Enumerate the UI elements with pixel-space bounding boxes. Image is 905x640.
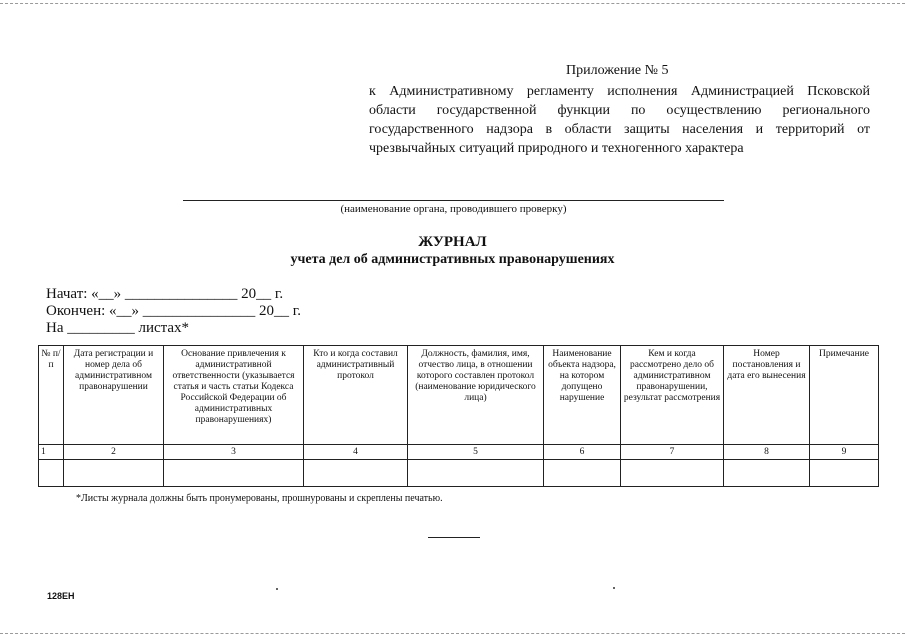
column-number: 2	[64, 445, 164, 460]
column-header: Номер постановления и дата его вынесения	[724, 346, 810, 445]
journal-title: ЖУРНАЛ	[418, 234, 487, 250]
column-header: Кто и когда составил административный протокол	[304, 346, 408, 445]
column-number: 3	[164, 445, 304, 460]
table-cell	[810, 460, 879, 487]
scan-dot	[613, 587, 615, 589]
column-number: 1	[39, 445, 64, 460]
column-header: Должность, фамилия, имя, отчество лица, в отношении которого составлен протокол (наименование юридического лица)	[408, 346, 544, 445]
appendix-title: Приложение № 5	[566, 63, 669, 78]
column-number: 9	[810, 445, 879, 460]
organization-name-line	[183, 200, 724, 201]
column-number: 6	[544, 445, 621, 460]
table-cell	[408, 460, 544, 487]
appendix-description: к Административному регламенту исполнения Администрацией Псковской области государственной функции по осуществлению регионального государственного надзора в области защиты населения и территорий от чрезвычайных ситуаций природного и техногенного характера	[369, 84, 870, 156]
table-cell	[544, 460, 621, 487]
sheets-count-line: На _________ листах*	[46, 320, 190, 336]
column-number-row	[39, 445, 879, 460]
table-cell	[39, 460, 64, 487]
table-cell	[621, 460, 724, 487]
column-header: Основание привлечения к административной ответственности (указывается статья и часть статьи Кодекса Российской Федерации об административных правонарушениях)	[164, 346, 304, 445]
table-row	[39, 460, 879, 487]
journal-table	[38, 345, 879, 487]
column-number: 4	[304, 445, 408, 460]
table-header-row	[39, 346, 879, 445]
column-number: 7	[621, 445, 724, 460]
column-number: 8	[724, 445, 810, 460]
journal-subtitle: учета дел об административных правонарушениях	[290, 252, 615, 267]
column-number: 5	[408, 445, 544, 460]
organization-caption: (наименование органа, проводившего проверку)	[340, 203, 567, 215]
scan-dot	[276, 588, 278, 590]
column-header: Дата регистрации и номер дела об административном правонарушении	[64, 346, 164, 445]
document-code: 128ЕН	[47, 591, 75, 601]
scan-edge-bottom	[0, 633, 905, 634]
footnote: *Листы журнала должны быть пронумерованы, прошнурованы и скреплены печатью.	[76, 493, 443, 504]
scan-edge-top	[0, 3, 905, 4]
column-header: Наименование объекта надзора, на котором допущено нарушение	[544, 346, 621, 445]
table-cell	[724, 460, 810, 487]
separator-line	[428, 537, 480, 538]
table-cell	[304, 460, 408, 487]
table-cell	[64, 460, 164, 487]
table-cell	[164, 460, 304, 487]
column-header: № п/п	[39, 346, 64, 445]
finished-date-line: Окончен: «__» _______________ 20__ г.	[46, 303, 301, 319]
started-date-line: Начат: «__» _______________ 20__ г.	[46, 286, 284, 302]
column-header: Кем и когда рассмотрено дело об административном правонарушении, результат рассмотрения	[621, 346, 724, 445]
column-header: Примечание	[810, 346, 879, 445]
